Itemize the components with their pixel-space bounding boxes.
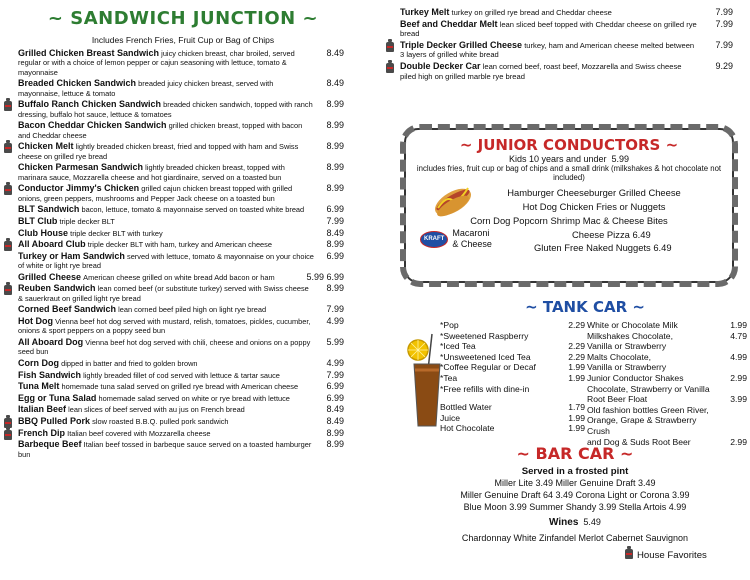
item-description: bacon, lettuce, tomato & mayonnaise served on toasted white bread	[81, 205, 305, 215]
item-description: grilled cajun chicken breast topped with grilled onions, green peppers, mushrooms and Pepper Jack cheese on a toasted bun	[18, 184, 293, 203]
menu-item	[18, 405, 348, 414]
menu-item	[18, 240, 348, 249]
item-name: All Aboard Club	[18, 239, 86, 250]
item-name: Chicken Parmesan Sandwich	[18, 162, 144, 173]
item-description: lightly breaded chicken breast, topped with marinara sauce, Mozzarella cheese and hot giardinaire, served on a toasted bun	[18, 163, 285, 182]
drink-name: Root Beer Float	[587, 394, 648, 405]
item-price: 5.99	[326, 336, 344, 347]
item-price: 4.99	[326, 357, 344, 368]
drink-name: *Iced Tea	[440, 341, 476, 352]
item-description: Italian beef covered with Mozzarella cheese	[67, 428, 211, 438]
item-name: Chicken Melt	[18, 141, 74, 152]
drink-name: Old fashion bottles Green River,	[587, 404, 709, 415]
item-price: 8.99	[326, 120, 344, 131]
item-price: 8.99	[326, 183, 344, 194]
item-price: 4.99	[326, 315, 344, 326]
drink-price: 1.99	[568, 412, 585, 423]
house-favorite-icon	[386, 42, 394, 52]
mac-row	[414, 228, 724, 254]
drink-item	[587, 331, 747, 342]
drink-name: Juice	[440, 412, 461, 423]
item-description: lean corned beef, roast beef, Mozzarella and Swiss cheese piled high on grilled marble rye bread	[400, 62, 682, 81]
item-description: homemade tuna salad served on grilled rye bread with American cheese	[61, 382, 299, 392]
item-name: BLT Sandwich	[18, 204, 80, 215]
junior-age-price: Kids 10 years and under 5.99	[508, 154, 630, 164]
item-description: breaded juicy chicken breast, served with mayonnaise, lettuce & tomato	[18, 79, 274, 98]
section-title-tank: ~ TANK CAR ~	[525, 298, 645, 316]
drink-price: 2.29	[568, 351, 585, 362]
item-price: 8.99	[326, 162, 344, 173]
drink-item	[587, 352, 747, 363]
item-price: 7.99	[715, 18, 733, 29]
menu-item	[18, 417, 348, 426]
junior-menu-grid	[414, 186, 724, 254]
item-price: 7.99	[715, 7, 733, 17]
drink-name: *Tea	[440, 372, 458, 383]
drink-price: 1.79	[568, 402, 585, 413]
menu-item	[18, 79, 348, 98]
item-name: All Aboard Dog	[18, 336, 84, 347]
item-price: 8.49	[326, 48, 344, 58]
item-price: 6.99	[326, 392, 344, 403]
item-price: 8.99	[326, 427, 344, 438]
menu-item	[18, 440, 348, 459]
house-favorite-icon	[4, 101, 12, 111]
drink-name: Vanilla or Strawberry	[587, 362, 667, 373]
menu-item	[18, 121, 348, 140]
item-price: 7.99	[715, 40, 733, 50]
drink-price: 2.29	[568, 341, 585, 352]
item-price: 8.49	[326, 227, 344, 238]
item-price: 8.99	[326, 283, 344, 294]
drink-name: and Dog & Suds Root Beer	[587, 436, 691, 447]
drink-name: *Free refills with dine-in	[440, 383, 530, 394]
junior-row: Hamburger Cheeseburger Grilled Cheese	[507, 187, 681, 198]
item-description: turkey on grilled rye bread and Cheddar cheese	[451, 8, 612, 17]
item-description: lean slices of beef served with au jus on French bread	[68, 405, 245, 415]
house-favorite-icon	[4, 241, 12, 251]
kraft-mac-cheese: KRAFTMacaroni & Cheese	[420, 228, 492, 250]
drink-price: 3.99	[730, 394, 747, 405]
drink-item	[587, 384, 747, 395]
drink-name: Vanilla or Strawberry	[587, 341, 667, 352]
kraft-logo-icon: KRAFT	[420, 231, 448, 248]
beer-line: Miller Lite 3.49 Miller Genuine Draft 3.49	[494, 478, 656, 488]
drink-name: Malts Chocolate,	[587, 351, 652, 362]
drink-name: Hot Chocolate	[440, 423, 495, 434]
drink-item	[587, 373, 747, 384]
item-description: turkey, ham and American cheese melted between 3 layers of grilled white bread	[400, 41, 695, 60]
item-price: 6.99	[326, 250, 344, 261]
drink-name: Junior Conductor Shakes	[587, 372, 684, 383]
item-description: American cheese grilled on white bread Add bacon or ham	[83, 272, 275, 282]
house-favorite-icon	[386, 63, 394, 73]
item-description: lightly breaded fillet of cod served with lettuce & tartar sauce	[83, 370, 280, 380]
junior-conductors-box	[404, 128, 734, 283]
section-title-bar: ~ BAR CAR ~	[516, 444, 634, 463]
house-favorite-icon	[625, 549, 633, 559]
menu-item	[400, 8, 735, 17]
item-price: 8.99	[326, 99, 344, 110]
item-description: triple decker BLT with turkey	[70, 228, 163, 238]
drink-name: *Sweetened Raspberry	[440, 330, 529, 341]
item-description: homemade salad served on white or rye bread with lettuce	[98, 393, 290, 403]
menu-item	[18, 217, 348, 226]
item-name: Bacon Cheddar Chicken Sandwich	[18, 120, 167, 131]
menu-item	[18, 394, 348, 403]
junior-row: Corn Dog Popcorn Shrimp Mac & Cheese Bites	[470, 215, 668, 226]
menu-item	[18, 371, 348, 380]
item-description: breaded chicken sandwich, topped with ranch dressing, buffalo hot sauce, lettuce & tomatoes	[18, 100, 313, 119]
legend-label: House Favorites	[637, 550, 707, 561]
wines-heading: Wines 5.49	[549, 517, 601, 528]
drink-item	[440, 320, 585, 331]
drink-item	[440, 341, 585, 352]
item-name: BLT Club	[18, 216, 58, 226]
item-name: Tuna Melt	[18, 381, 60, 392]
drink-item	[587, 341, 747, 352]
item-name: Fish Sandwich	[18, 369, 82, 380]
item-description: triple decker BLT with ham, turkey and American cheese	[87, 240, 272, 250]
menu-item	[400, 62, 735, 81]
item-price: 7.99	[326, 369, 344, 380]
item-name: Conductor Jimmy's Chicken	[18, 183, 140, 194]
drink-item	[587, 405, 747, 416]
menu-item	[400, 41, 735, 60]
menu-item	[18, 229, 348, 238]
drink-price: 1.99	[568, 362, 585, 373]
item-name: Turkey or Ham Sandwich	[18, 250, 125, 261]
item-price: 7.99	[326, 216, 344, 226]
item-price: 8.49	[326, 415, 344, 426]
menu-item	[18, 359, 348, 368]
menu-item	[18, 429, 348, 438]
sandwich-subtitle: Includes French Fries, Fruit Cup or Bag of Chips	[91, 35, 275, 45]
item-price: 8.49	[326, 78, 344, 89]
drink-item	[440, 413, 585, 424]
junior-title: ~ JUNIOR CONDUCTORS ~	[459, 136, 679, 154]
item-name: Breaded Chicken Sandwich	[18, 78, 137, 89]
bar-car-section	[410, 444, 740, 544]
item-price: 5.99 6.99	[306, 271, 344, 282]
drink-price: 4.79	[730, 330, 747, 341]
item-price: 8.99	[326, 239, 344, 250]
item-name: Grilled Cheese	[18, 271, 82, 282]
item-price: 8.99	[326, 141, 344, 152]
item-name: Triple Decker Grilled Cheese	[400, 40, 523, 50]
drink-price: 2.29	[568, 320, 585, 330]
tank-left-list	[440, 320, 585, 434]
sandwich-section	[18, 8, 348, 461]
drink-name: *Unsweetened Iced Tea	[440, 351, 531, 362]
drink-item	[440, 331, 585, 342]
item-description: dipped in batter and fried to golden brown	[61, 358, 198, 368]
drink-item	[440, 362, 585, 373]
drink-item	[587, 320, 747, 331]
wines-list: Chardonnay White Zinfandel Merlot Cabernet Sauvignon	[461, 533, 689, 543]
menu-item	[18, 252, 348, 271]
item-description: lightly breaded chicken breast, fried and topped with ham and Swiss cheese on grilled rye bread	[18, 142, 299, 161]
drink-name: Milkshakes Chocolate,	[587, 330, 673, 341]
sandwich-list	[18, 49, 348, 459]
item-price: 9.29	[715, 61, 733, 72]
drink-name: Orange, Grape & Strawberry Crush	[587, 415, 697, 436]
item-description: Vienna beef hot dog served with mustard, relish, tomatoes, pickles, cucumber, onions & sport peppers on a poppy seed bun	[18, 316, 311, 336]
item-description: lean corned beef piled high on light rye bread	[118, 305, 267, 315]
menu-item	[18, 142, 348, 161]
item-name: Reuben Sandwich	[18, 283, 96, 294]
item-price: 6.99	[326, 381, 344, 392]
house-favorite-icon	[4, 285, 12, 295]
item-name: Grilled Chicken Breast Sandwich	[18, 48, 160, 58]
item-name: BBQ Pulled Pork	[18, 415, 91, 426]
item-name: French Dip	[18, 427, 66, 438]
menu-item	[18, 184, 348, 203]
section-title-sandwich: ~ SANDWICH JUNCTION ~	[47, 8, 319, 29]
menu-item	[18, 163, 348, 182]
beer-line: Miller Genuine Draft 64 3.49 Corona Light or Corona 3.99	[460, 490, 690, 500]
item-price: 7.99	[326, 304, 344, 315]
menu-item	[18, 338, 348, 357]
drink-price: 2.99	[730, 372, 747, 383]
menu-item	[18, 273, 348, 282]
house-favorite-icon	[4, 430, 12, 440]
menu-item	[18, 317, 348, 336]
menu-item	[400, 20, 735, 39]
drink-item	[587, 362, 747, 373]
item-description: triple decker BLT	[59, 217, 115, 226]
item-name: Italian Beef	[18, 404, 67, 415]
drink-name: Bottled Water	[440, 402, 492, 413]
item-name: Club House	[18, 227, 69, 238]
item-name: Barbeque Beef	[18, 439, 82, 450]
drink-item	[440, 352, 585, 363]
item-name: Beef and Cheddar Melt	[400, 18, 498, 29]
right-item-list	[400, 8, 735, 81]
junior-description: includes fries, fruit cup or bag of chips and a small drink (milkshakes & hot chocolate not included)	[416, 164, 722, 182]
cheese-pizza: Cheese Pizza 6.49	[572, 229, 651, 240]
menu-item	[18, 305, 348, 314]
drink-price: 1.99	[568, 372, 585, 383]
item-name: Buffalo Ranch Chicken Sandwich	[18, 99, 162, 110]
item-name: Hot Dog	[18, 315, 53, 326]
drink-name: Chocolate, Strawberry or Vanilla	[587, 383, 710, 394]
drink-price: 2.99	[730, 436, 747, 447]
item-description: served with lettuce, tomato & mayonnaise on your choice of white or light rye bread	[18, 251, 314, 271]
item-price: 6.99	[326, 204, 344, 215]
drink-price: 4.99	[730, 351, 747, 362]
drink-item	[440, 384, 585, 395]
drink-name: White or Chocolate Milk	[587, 320, 678, 330]
tank-right-list	[587, 320, 747, 447]
menu-item	[18, 49, 348, 77]
item-name: Double Decker Car	[400, 61, 481, 72]
drink-item	[440, 394, 585, 402]
item-description: lean corned beef (or substitute turkey) served with Swiss cheese & sauerkraut on grilled light rye bread	[18, 284, 309, 303]
right-top-items	[400, 8, 735, 83]
house-favorite-icon	[4, 185, 12, 195]
menu-item	[18, 100, 348, 119]
item-name: Corn Dog	[18, 357, 59, 368]
drink-item	[587, 394, 747, 405]
menu-item	[18, 284, 348, 303]
item-name: Egg or Tuna Salad	[18, 392, 97, 403]
item-name: Turkey Melt	[400, 7, 450, 17]
legend	[625, 548, 707, 561]
item-name: Corned Beef Sandwich	[18, 304, 117, 315]
drink-name: *Pop	[440, 320, 459, 330]
item-description: juicy chicken breast, char broiled, served regular or with a choice of lemon pepper or cajun seasoning with lettuce, tomato & mayonnaise	[18, 49, 295, 77]
item-description: Vienna beef hot dog served with chili, cheese and onions on a poppy seed bun	[18, 337, 311, 357]
drink-price: 1.99	[730, 320, 747, 330]
drink-item	[440, 423, 585, 434]
junior-row: Hot Dog Chicken Fries or Nuggets	[522, 201, 666, 212]
item-description: Italian beef tossed in barbeque sauce served on a toasted hamburger bun	[18, 440, 312, 459]
menu-item	[18, 205, 348, 214]
item-description: slow roasted B.B.Q. pulled pork sandwich	[92, 416, 229, 426]
drink-item	[587, 415, 747, 436]
item-description: grilled chicken breast, topped with bacon and Cheddar cheese	[18, 121, 303, 140]
item-price: 8.99	[326, 439, 344, 450]
drink-item	[440, 373, 585, 384]
bar-subtitle: Served in a frosted pint	[521, 466, 629, 477]
item-price: 8.49	[326, 404, 344, 415]
drink-name: *Coffee Regular or Decaf	[440, 362, 536, 373]
menu-item	[18, 382, 348, 391]
drink-item	[440, 402, 585, 413]
drink-price: 1.99	[568, 423, 585, 434]
house-favorite-icon	[4, 143, 12, 153]
item-description: lean sliced beef topped with Cheddar cheese on grilled rye bread	[400, 19, 697, 39]
gluten-free-nuggets: Gluten Free Naked Nuggets 6.49	[534, 242, 672, 253]
beer-line: Blue Moon 3.99 Summer Shandy 3.99 Stella Artois 4.99	[463, 502, 687, 512]
